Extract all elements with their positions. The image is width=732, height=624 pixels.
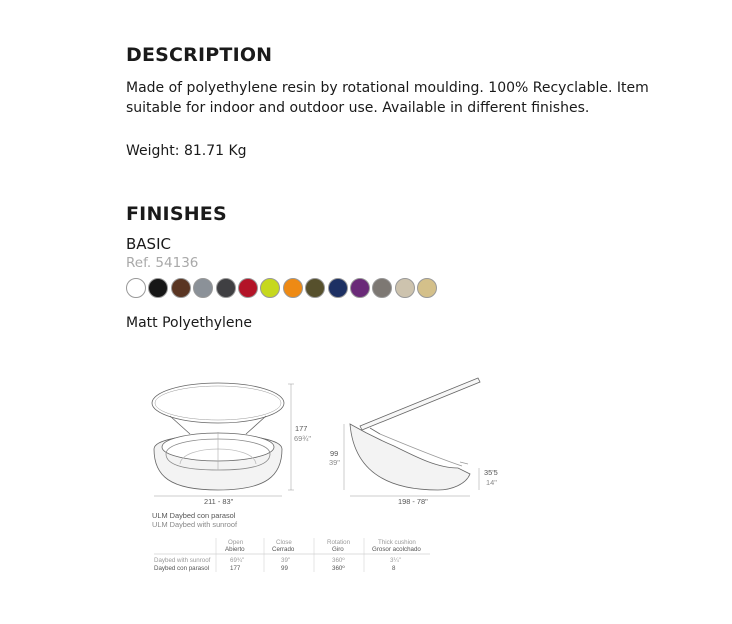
color-swatch[interactable] <box>260 278 280 298</box>
color-swatch[interactable] <box>350 278 370 298</box>
reference-number: Ref. 54136 <box>126 255 199 271</box>
weight-text: Weight: 81.71 Kg <box>126 143 247 159</box>
table-cell: 177 <box>230 565 241 572</box>
finish-group-label: BASIC <box>126 235 171 253</box>
technical-drawing <box>148 372 508 582</box>
front-width-label: 211 - 83" <box>204 497 234 506</box>
side-length-label: 198 - 78" <box>398 497 428 506</box>
color-swatch[interactable] <box>283 278 303 298</box>
finishes-heading: FINISHES <box>126 203 227 225</box>
table-header-en: Open <box>228 539 244 546</box>
spec-table <box>154 538 430 572</box>
table-row-label: Daybed with sunroof <box>154 557 211 564</box>
caption-english: ULM Daybed with sunroof <box>152 520 238 529</box>
color-swatch[interactable] <box>372 278 392 298</box>
table-header-en: Thick cushion <box>378 539 416 546</box>
color-swatch[interactable] <box>148 278 168 298</box>
color-swatch[interactable] <box>216 278 236 298</box>
table-row-label: Daybed con parasol <box>154 565 210 572</box>
front-height-in: 69¾" <box>294 434 312 443</box>
cushion-height-cm: 35'5 <box>484 468 498 477</box>
color-swatch[interactable] <box>328 278 348 298</box>
cushion-height-in: 14" <box>486 478 497 487</box>
table-header-en: Close <box>276 539 292 546</box>
table-cell: 3¼" <box>390 557 401 564</box>
color-swatch[interactable] <box>171 278 191 298</box>
table-header-en: Rotation <box>327 539 351 546</box>
dimension-drawing-svg <box>148 372 508 582</box>
color-swatch[interactable] <box>305 278 325 298</box>
finish-material: Matt Polyethylene <box>126 315 253 331</box>
front-height-cm: 177 <box>295 424 308 433</box>
table-cell: 39" <box>281 557 291 564</box>
color-swatches <box>126 278 437 300</box>
front-view <box>152 383 294 496</box>
description-heading: DESCRIPTION <box>126 44 273 66</box>
table-cell: 99 <box>281 565 288 572</box>
side-view <box>344 378 480 496</box>
table-header-es: Grosor acolchado <box>372 546 421 553</box>
color-swatch[interactable] <box>126 278 146 298</box>
color-swatch[interactable] <box>238 278 258 298</box>
color-swatch[interactable] <box>193 278 213 298</box>
color-swatch[interactable] <box>417 278 437 298</box>
color-swatch[interactable] <box>395 278 415 298</box>
caption-spanish: ULM Daybed con parasol <box>152 511 236 520</box>
side-height-cm: 99 <box>330 449 339 458</box>
table-cell: 360º <box>332 565 345 572</box>
table-header-es: Giro <box>332 546 344 553</box>
side-height-in: 39" <box>329 458 340 467</box>
description-text: Made of polyethylene resin by rotational moulding. 100% Recyclable. Item suitable for indoor and outdoor use. Available in different finishes. <box>126 80 649 116</box>
table-header-es: Abierto <box>225 546 245 553</box>
table-cell: 360º <box>332 557 345 564</box>
table-cell: 8 <box>392 565 396 572</box>
table-header-es: Cerrado <box>272 546 295 553</box>
table-cell: 69¾" <box>230 557 245 564</box>
